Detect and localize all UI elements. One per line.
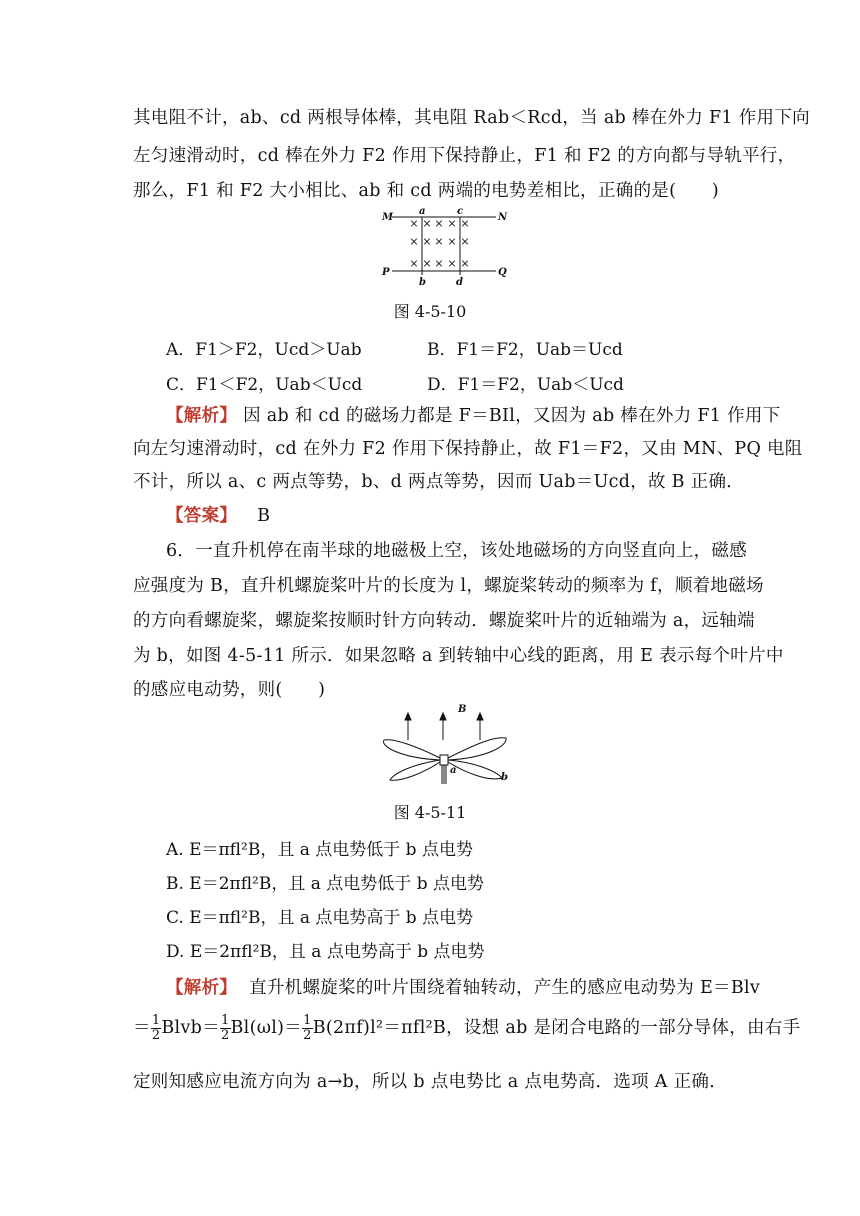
- svg-text:×: ×: [409, 235, 419, 248]
- label-b: b: [419, 277, 426, 288]
- svg-text:×: ×: [409, 257, 419, 270]
- label-Q: Q: [498, 267, 507, 278]
- svg-text:×: ×: [447, 217, 457, 230]
- svg-text:×: ×: [460, 235, 470, 248]
- analysis-tag-q6: 【解析】: [166, 978, 238, 998]
- eq-part-3: B(2πf)l²＝πfl²B，设想 ab 是闭合电路的一部分导体，由右手: [312, 1018, 801, 1038]
- label-b-propeller: b: [501, 772, 508, 783]
- label-d: d: [456, 277, 463, 288]
- figure-caption-4-5-10: 图 4-5-10: [393, 302, 467, 321]
- q5-analysis-line-1: [166, 402, 781, 427]
- analysis-tag: 【解析】: [166, 406, 238, 426]
- label-a: a: [419, 206, 426, 217]
- eq-part-1: Blvb＝: [161, 1018, 220, 1038]
- q5-text-line-1: 其电阻不计，ab、cd 两根导体棒，其电阻 Rab＜Rcd，当 ab 棒在外力 F1 作用下向: [133, 108, 810, 128]
- q6-text-line-5: 的感应电动势，则( ): [133, 680, 326, 700]
- q6-analysis-line-1: [166, 974, 761, 999]
- fraction-3: $\frac{1}{2}$: [303, 1013, 312, 1043]
- answer-value: B: [257, 506, 271, 526]
- svg-text:×: ×: [434, 235, 444, 248]
- label-c: c: [457, 206, 464, 217]
- q6-analysis-text-1: 直升机螺旋桨的叶片围绕着轴转动，产生的感应电动势为 E＝Blv: [249, 978, 761, 998]
- label-a-propeller: a: [450, 765, 457, 776]
- label-B: B: [458, 704, 467, 715]
- svg-text:×: ×: [447, 235, 457, 248]
- answer-tag: 【答案】: [166, 506, 238, 526]
- svg-text:×: ×: [460, 257, 470, 270]
- svg-text:×: ×: [434, 257, 444, 270]
- figure-caption-4-5-11: 图 4-5-11: [393, 803, 467, 822]
- q5-text-line-2: 左匀速滑动时，cd 棒在外力 F2 作用下保持静止，F1 和 F2 的方向都与导轨平行，: [133, 146, 796, 166]
- q5-option-d: D．F1＝F2，Uab＜Ucd: [427, 375, 624, 395]
- q5-text-line-3: 那么，F1 和 F2 大小相比、ab 和 cd 两端的电势差相比，正确的是( ): [133, 181, 720, 201]
- label-P: P: [382, 267, 390, 278]
- svg-text:×: ×: [409, 217, 419, 230]
- fraction-2: $\frac{1}{2}$: [220, 1013, 230, 1043]
- q5-option-a: A．F1＞F2，Ucd＞Uab: [166, 340, 362, 360]
- q6-option-b: B. E＝2πfl²B，且 a 点电势低于 b 点电势: [166, 874, 484, 894]
- q6-text-line-4: 为 b，如图 4-5-11 所示．如果忽略 a 到转轴中心线的距离，用 E 表示每个叶片中: [133, 646, 784, 666]
- eq-part-2: Bl(ωl)＝: [230, 1018, 303, 1038]
- q6-option-a: A. E＝πfl²B，且 a 点电势低于 b 点电势: [166, 840, 473, 860]
- eq-prefix: ＝: [133, 1018, 151, 1038]
- q6-text-line-3: 的方向看螺旋桨，螺旋桨按顺时针方向转动．螺旋桨叶片的近轴端为 a，远轴端: [133, 611, 755, 631]
- label-N: N: [498, 212, 508, 223]
- figure-propeller-diagram: [380, 700, 520, 790]
- q5-answer-line: [166, 502, 776, 527]
- svg-text:×: ×: [422, 257, 432, 270]
- q5-option-b: B．F1＝F2，Uab＝Ucd: [427, 340, 623, 360]
- label-M: M: [382, 212, 394, 223]
- q5-option-c: C．F1＜F2，Uab＜Ucd: [166, 375, 363, 395]
- figure-rails-diagram: [376, 205, 512, 289]
- q6-option-c: C. E＝πfl²B，且 a 点电势高于 b 点电势: [166, 908, 474, 928]
- q6-text-line-2: 应强度为 B，直升机螺旋桨叶片的长度为 l，螺旋桨转动的频率为 f，顺着地磁场: [133, 576, 764, 596]
- svg-text:×: ×: [460, 217, 470, 230]
- svg-text:×: ×: [447, 257, 457, 270]
- q6-text-line-1: 6．一直升机停在南半球的地磁极上空，该处地磁场的方向竖直向上，磁感: [166, 541, 748, 561]
- q6-analysis-equation-line: [133, 1013, 801, 1043]
- q5-analysis-line-2: 向左匀速滑动时，cd 在外力 F2 作用下保持静止，故 F1＝F2，又由 MN、PQ 电阻: [133, 439, 803, 459]
- q5-analysis-text-1: 因 ab 和 cd 的磁场力都是 F＝BIl，又因为 ab 棒在外力 F1 作用下: [243, 406, 781, 426]
- q6-analysis-line-3: 定则知感应电流方向为 a→b，所以 b 点电势比 a 点电势高．选项 A 正确．: [133, 1072, 728, 1092]
- q5-analysis-line-3: 不计，所以 a、c 两点等势，b、d 两点等势，因而 Uab＝Ucd，故 B 正确．: [133, 472, 745, 492]
- svg-text:×: ×: [422, 217, 432, 230]
- fraction-1: $\frac{1}{2}$: [151, 1013, 161, 1043]
- q6-option-d: D. E＝2πfl²B，且 a 点电势高于 b 点电势: [166, 942, 485, 962]
- svg-text:×: ×: [434, 217, 444, 230]
- svg-text:×: ×: [422, 235, 432, 248]
